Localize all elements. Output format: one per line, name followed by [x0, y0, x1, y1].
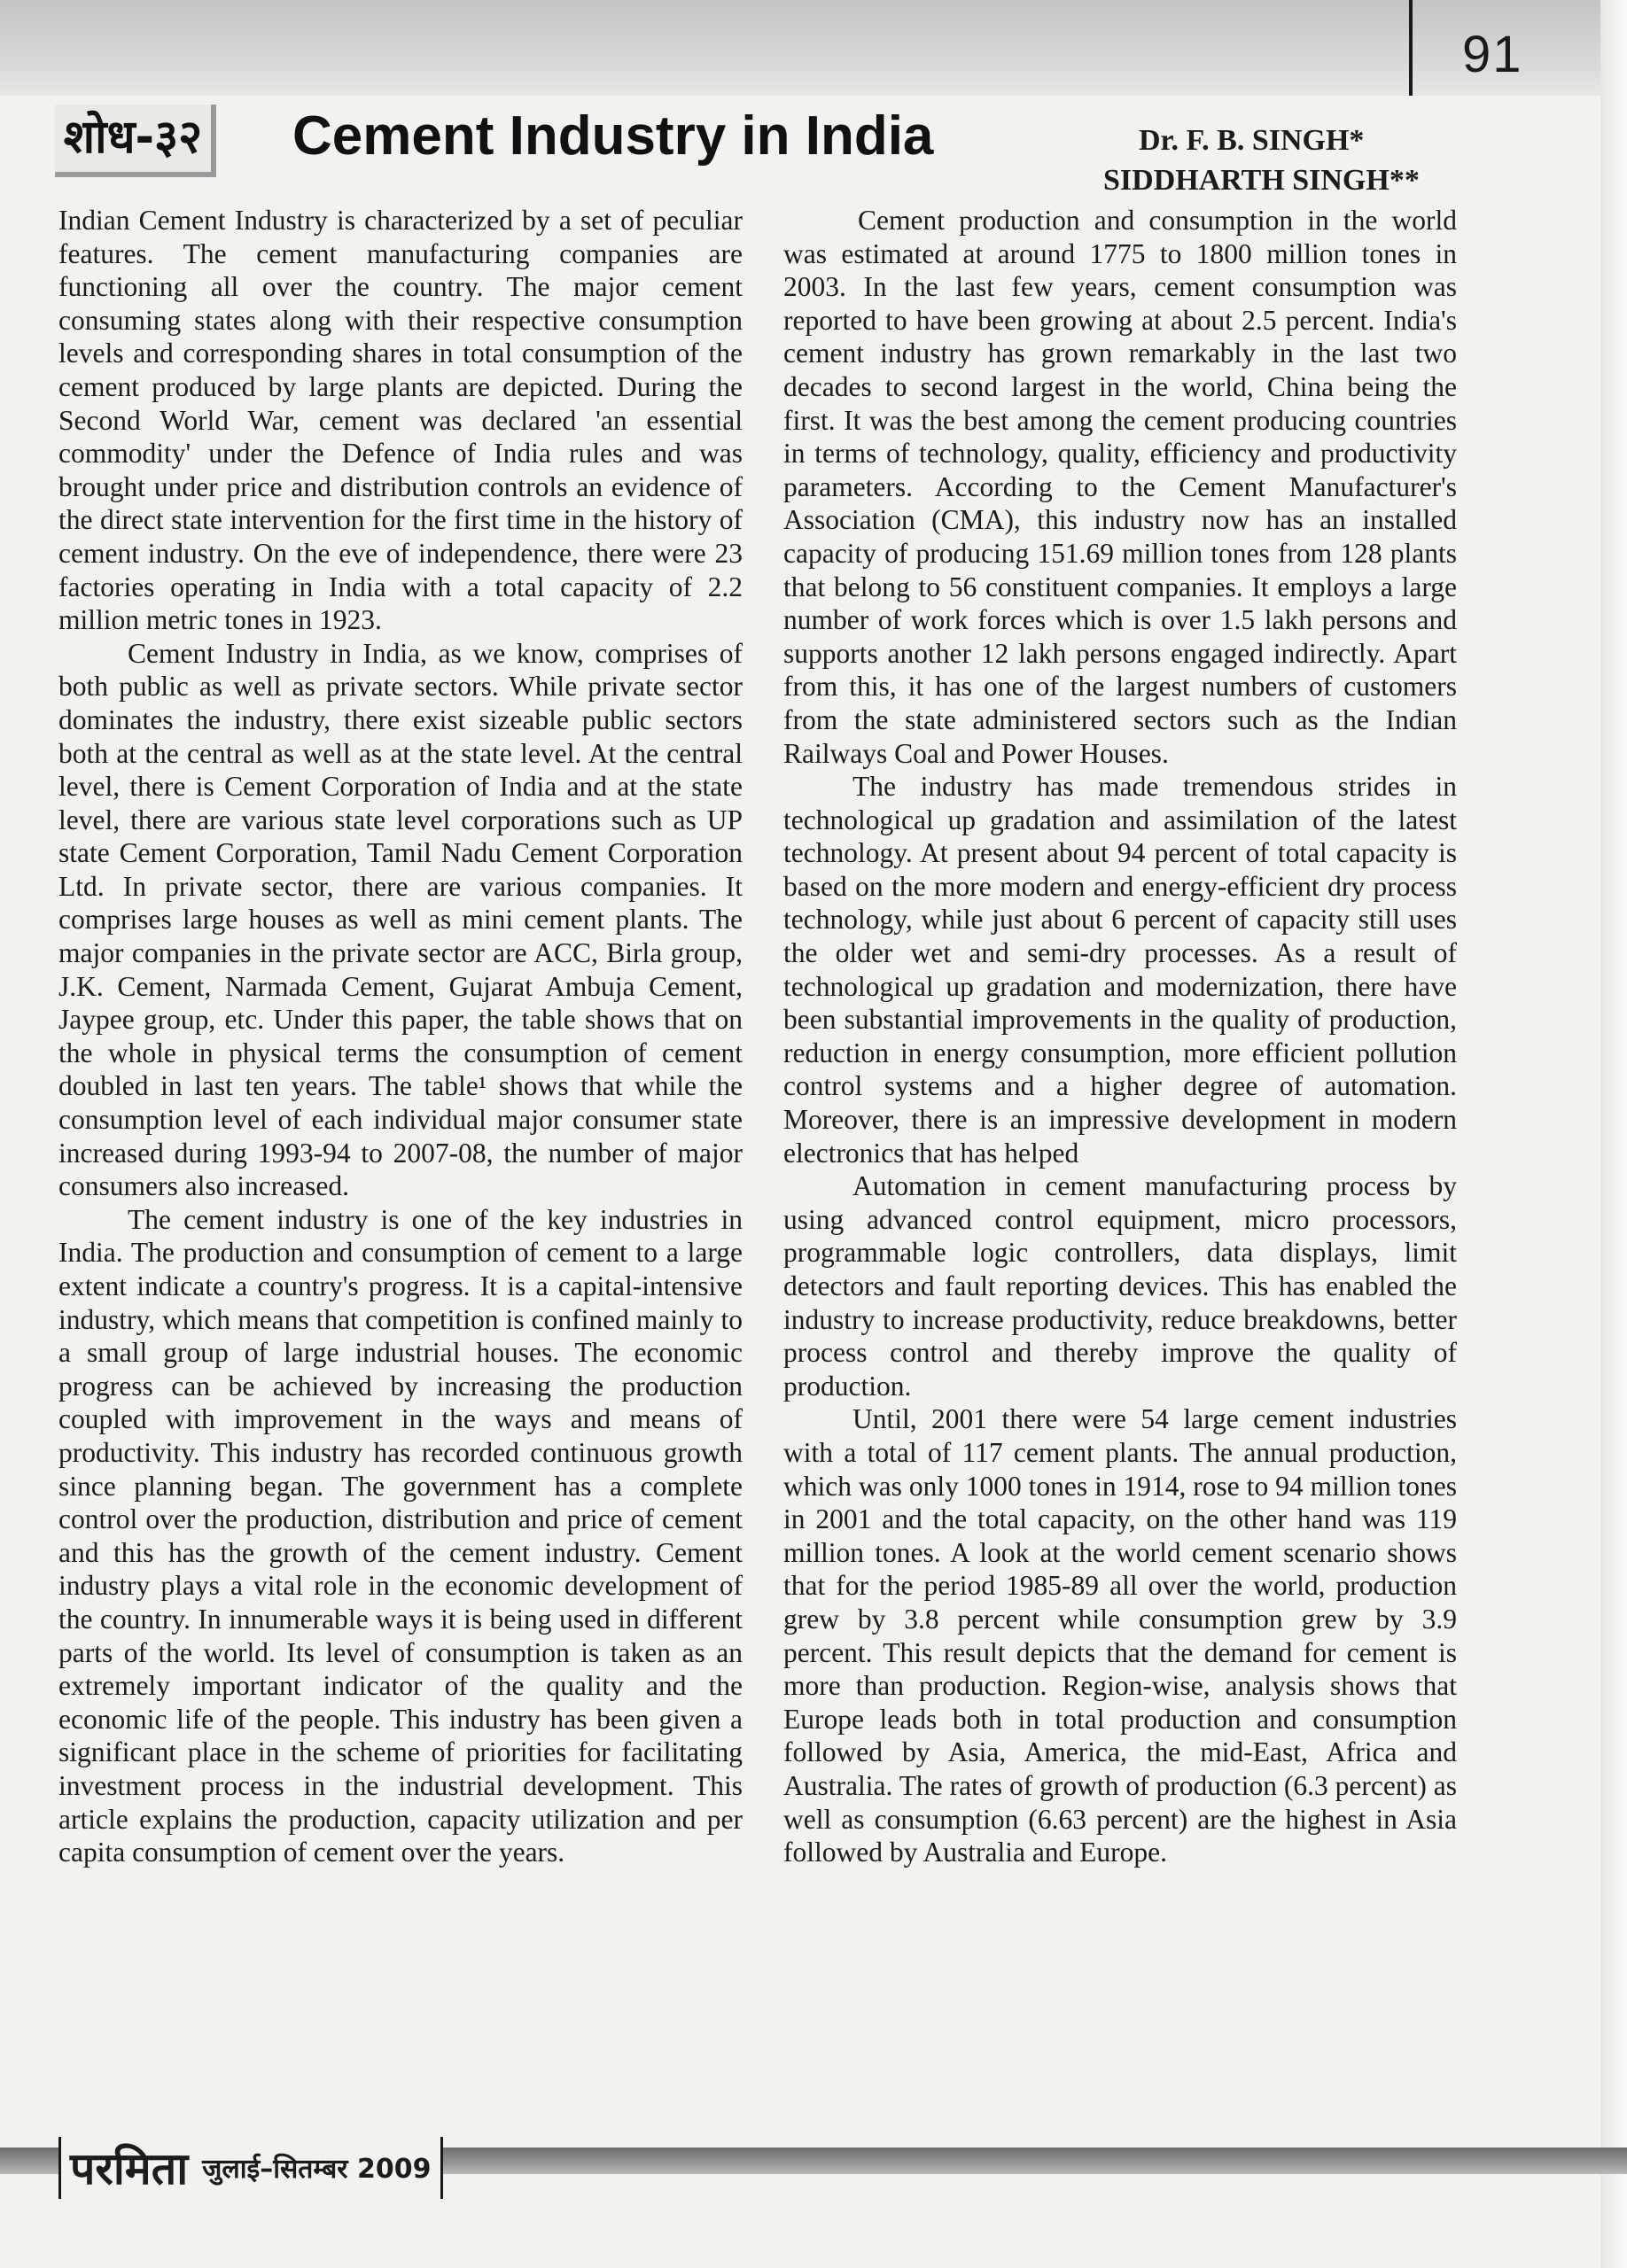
issue-date: जुलाई–सितम्बर 2009	[202, 2153, 432, 2185]
right-column	[783, 204, 1457, 1869]
page-number: 91	[1462, 26, 1523, 83]
page-header-band	[0, 0, 1627, 96]
paragraph: The cement industry is one of the key industries in India. The production and consumption of cement to a large extent indicate a country's progress. It is a capital-intensive industry, which means that competition is confined mainly to a small group of large industrial houses. The economic progress can be achieved by increasing the production coupled with improvement in the ways and means of productivity. This industry has recorded continuous growth since planning began. The government has a complete control over the production, distribution and price of cement and this has the growth of the cement industry. Cement industry plays a vital role in the economic development of the country. In innumerable ways it is being used in different parts of the world. Its level of consumption is taken as an extremely important indicator of the quality and the economic life of the people. This industry has been given a significant place in the scheme of priorities for facilitating investment process in the industrial development. This article explains the production, capacity utilization and per capita consumption of cement over the years.	[58, 1203, 743, 1868]
paragraph: Cement production and consumption in the world was estimated at around 1775 to 1800 million tones in 2003. In the last few years, cement consumption was reported to have been growing at about 2.5 percent. India's cement industry has grown remarkably in the last two decades to second largest in the world, China being the first. It was the best among the cement producing countries in terms of technology, quality, efficiency and productivity parameters. According to the Cement Manufacturer's Association (CMA), this industry now has an installed capacity of producing 151.69 million tones from 128 plants that belong to 56 constituent companies. It employs a large number of work forces which is over 1.5 lakh persons and supports another 12 lakh persons engaged indirectly. Apart from this, it has one of the largest numbers of customers from the state administered sectors such as the Indian Railways Coal and Power Houses.	[783, 205, 1457, 769]
paragraph: The industry has made tremendous strides in technological up gradation and assimilation of the latest technology. At present about 94 percent of total capacity is based on the more modern and energy-efficient dry process technology, while just about 6 percent of capacity still uses the older wet and semi-dry processes. As a result of technological up gradation and modernization, there have been substantial improvements in the quality of production, reduction in energy consumption, more efficient pollution control systems and a higher degree of automation. Moreover, there is an impressive development in modern electronics that has helped	[783, 771, 1457, 1169]
journal-name: परमिता	[70, 2143, 189, 2194]
page-number-divider	[1409, 0, 1413, 96]
paragraph: Automation in cement manufacturing process by using advanced control equipment, micro processors, programmable logic controllers, data displays, limit detectors and fault reporting devices. This has enabled the industry to increase productivity, reduce breakdowns, better process control and thereby improve the quality of production.	[783, 1170, 1457, 1402]
left-column	[58, 204, 743, 1869]
article-title: Cement Industry in India	[292, 105, 934, 167]
paragraph: Cement Industry in India, as we know, comprises of both public as well as private sectors. While private sector dominates the industry, there exist sizeable public sectors both at the central as well as at the state level. At the central level, there is Cement Corporation of India and at the state level, there are various state level corporations such as UP state Cement Corporation, Tamil Nadu Cement Corporation Ltd. In private sector, there are various companies. It comprises large houses as well as mini cement plants. The major companies in the private sector are ACC, Birla group, J.K. Cement, Narmada Cement, Gujarat Ambuja Cement, Jaypee group, etc. Under this paper, the table shows that on the whole in physical terms the consumption of cement doubled in last ten years. The table¹ shows that while the consumption level of each individual major consumer state increased during 1993-94 to 2007-08, the number of major consumers also increased.	[58, 637, 743, 1202]
paragraph: Indian Cement Industry is characterized by a set of peculiar features. The cement manufacturing companies are functioning all over the country. The major cement consuming states along with their respective consumption levels and corresponding shares in total consumption of the cement produced by large plants are depicted. During the Second World War, cement was declared 'an essential commodity' under the Defence of India rules and was brought under price and distribution controls an evidence of the direct state intervention for the first time in the history of cement industry. On the eve of independence, there were 23 factories operating in India with a total capacity of 2.2 million metric tones in 1923.	[58, 205, 743, 636]
page-edge-shadow	[1600, 0, 1627, 2268]
author-secondary: SIDDHARTH SINGH**	[1103, 164, 1420, 197]
author-primary: Dr. F. B. SINGH*	[1139, 124, 1365, 157]
journal-footer	[58, 2137, 443, 2199]
paragraph: Until, 2001 there were 54 large cement industries with a total of 117 cement plants. The annual production, which was only 1000 tones in 1914, rose to 94 million tones in 2001 and the total capacity, on the other hand was 119 million tones. A look at the world cement scenario shows that for the period 1985-89 all over the world, production grew by 3.8 percent while consumption grew by 3.9 percent. This result depicts that the demand for cement is more than production. Region-wise, analysis shows that Europe leads both in total production and consumption followed by Asia, America, the mid-East, Africa and Australia. The rates of growth of production (6.3 percent) as well as consumption (6.63 percent) are the highest in Asia followed by Australia and Europe.	[783, 1403, 1457, 1868]
section-tag: शोध-३२	[55, 105, 216, 177]
